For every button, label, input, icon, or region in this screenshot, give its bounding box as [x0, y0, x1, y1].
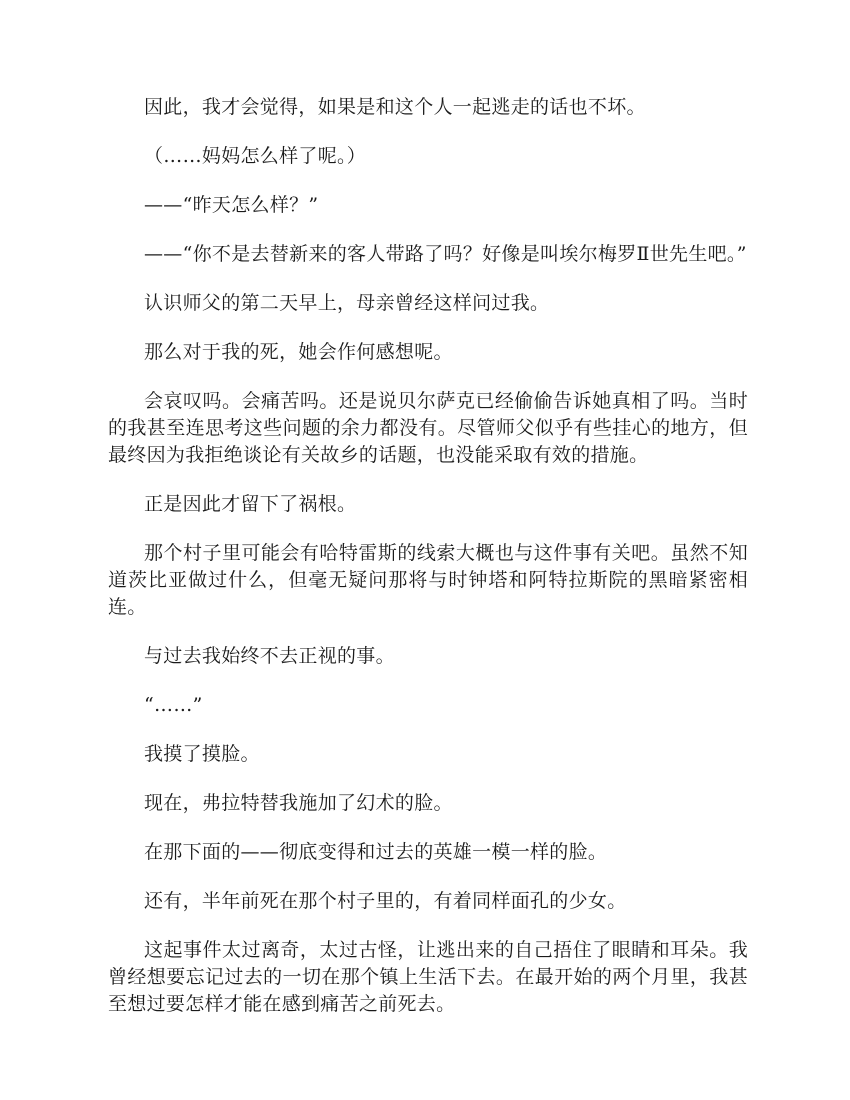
paragraph: 正是因此才留下了祸根。	[144, 493, 357, 515]
paragraph: 那个村子里可能会有哈特雷斯的线索大概也与这件事有关吧。虽然不知道茨比亚做过什么，但毫无疑问那将与时钟塔和阿特拉斯院的黑暗紧密相连。	[108, 542, 748, 618]
paragraph: ——“你不是去替新来的客人带路了吗？好像是叫埃尔梅罗Ⅱ世先生吧。”	[144, 243, 747, 265]
paragraph: 我摸了摸脸。	[144, 743, 260, 765]
paragraph: 认识师父的第二天早上，母亲曾经这样问过我。	[144, 292, 550, 314]
document-body	[108, 94, 748, 1040]
paragraph: 会哀叹吗。会痛苦吗。还是说贝尔萨克已经偷偷告诉她真相了吗。当时的我甚至连思考这些问题的余力都没有。尽管师父似乎有些挂心的地方，但最终因为我拒绝谈论有关故乡的话题，也没能采取有效的措施。	[108, 390, 748, 466]
paragraph: 与过去我始终不去正视的事。	[144, 645, 395, 667]
paragraph: ——“昨天怎么样？”	[144, 194, 319, 216]
paragraph: 现在，弗拉特替我施加了幻术的脸。	[144, 792, 453, 814]
paragraph: 在那下面的——彻底变得和过去的英雄一模一样的脸。	[144, 841, 608, 863]
paragraph: 因此，我才会觉得，如果是和这个人一起逃走的话也不坏。	[144, 96, 646, 118]
paragraph: 还有，半年前死在那个村子里的，有着同样面孔的少女。	[144, 890, 627, 912]
paragraph: 那么对于我的死，她会作何感想呢。	[144, 341, 453, 363]
paragraph: （……妈妈怎么样了呢。）	[144, 145, 367, 167]
paragraph: 这起事件太过离奇，太过古怪，让逃出来的自己捂住了眼睛和耳朵。我曾经想要忘记过去的一切在那个镇上生活下去。在最开始的两个月里，我甚至想过要怎样才能在感到痛苦之前死去。	[108, 939, 748, 1015]
paragraph: “……”	[144, 694, 203, 716]
